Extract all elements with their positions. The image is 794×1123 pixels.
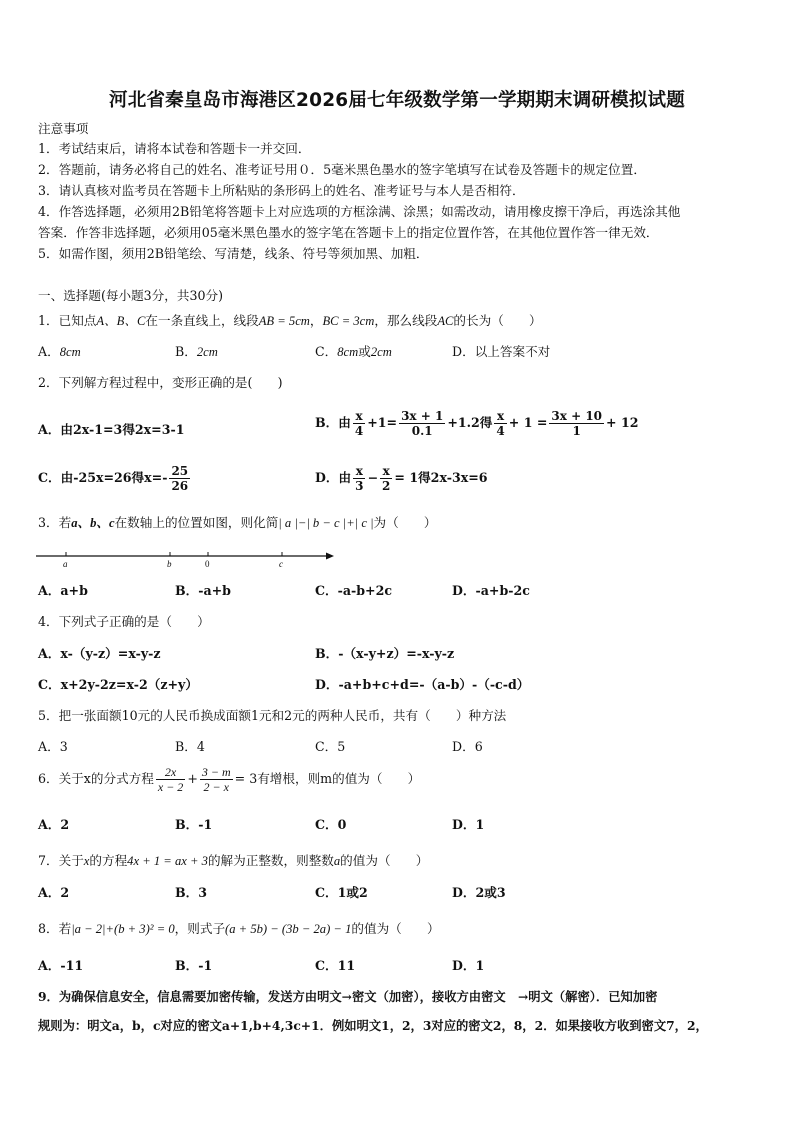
q1-prefix: 1．已知点: [38, 313, 97, 328]
question-9-line: 规则为：明文a，b，c对应的密文a+1,b+4,3c+1．例如明文1，2，3对应的密文2，8，2．如果接收方收到密文7，2，: [38, 1018, 708, 1033]
q4-option-a: A．x-（y-z）=x-y-z: [38, 646, 161, 661]
opt-text: D．由: [315, 470, 352, 485]
label-0: 0: [205, 559, 210, 569]
opt-value: 8cm: [337, 345, 359, 359]
notice-item: 1．考试结束后，请将本试卷和答题卡一并交回．: [38, 141, 311, 156]
q1-text: ，那么线段: [374, 313, 438, 328]
numerator: 3x + 1: [401, 409, 444, 423]
label-a: a: [63, 559, 68, 569]
notice-item: 5．如需作图，须用2B铅笔绘、写清楚，线条、符号等须加黑、加粗．: [38, 246, 429, 261]
q5-option-d: D．6: [452, 739, 483, 754]
q8-option-c: C．11: [315, 958, 356, 973]
q8-text: ，则式子: [174, 921, 226, 936]
q7-option-d: D．2或3: [452, 885, 506, 900]
q6-text: +: [187, 771, 198, 786]
q3-option-a: A．a+b: [38, 583, 88, 598]
opt-label: B．: [175, 344, 197, 359]
q8-text: 8．若: [38, 921, 72, 936]
q8-option-a: A．-11: [38, 958, 84, 973]
denominator: 26: [171, 479, 189, 493]
q2-option-d: [315, 464, 488, 493]
opt-text: +1=: [367, 415, 398, 430]
question-7-stem: [38, 852, 428, 870]
q1-suffix: 的长为（ ）: [453, 313, 542, 328]
opt-text: = 1得2x-3x=6: [394, 470, 488, 485]
numerator: 3 − m: [201, 765, 231, 779]
opt-text: +1.2得: [447, 415, 493, 430]
opt-text: C．由-25x=26得x=-: [38, 470, 168, 485]
q7-text: 的值为（ ）: [340, 853, 429, 868]
fraction: [399, 409, 445, 438]
q7-text: 的解为正整数，则整数: [207, 853, 334, 868]
denominator: 4: [354, 424, 364, 438]
q5-option-b: B．4: [175, 739, 205, 754]
q6-text: = 3有增根，则m的值为（ ）: [234, 771, 421, 786]
q6-text: 6．关于x的分式方程: [38, 771, 154, 786]
q4-option-d: D．-a+b+c+d=-（a-b）-（-c-d）: [315, 677, 530, 692]
opt-value: 8cm: [59, 345, 81, 359]
question-2-stem: 2．下列解方程过程中，变形正确的是( ): [38, 375, 283, 390]
q8-text: 的值为（ ）: [351, 921, 440, 936]
q1-points: A、B、C: [96, 314, 146, 328]
opt-text: + 1 =: [508, 415, 548, 430]
numerator: 25: [171, 464, 189, 478]
denominator: 0.1: [411, 424, 433, 438]
q8-option-b: B．-1: [175, 958, 213, 973]
numerator: 3x + 10: [551, 409, 603, 423]
numerator: x: [380, 464, 392, 479]
q1-text: 在一条直线上，线段: [145, 313, 259, 328]
q7-equation: 4x + 1 = ax + 3: [127, 854, 208, 868]
q1-bc: BC = 3cm: [322, 314, 375, 328]
q5-option-a: A．3: [38, 739, 68, 754]
q6-option-d: D．1: [452, 817, 485, 832]
q7-option-a: A．2: [38, 885, 70, 900]
numerator: 2x: [156, 765, 185, 780]
q1-ac: AC: [437, 314, 454, 328]
opt-label: A．: [38, 344, 60, 359]
q3-option-d: D．-a+b-2c: [452, 583, 530, 598]
q1-option-b: [175, 343, 218, 361]
fraction: [380, 464, 392, 493]
question-5-stem: 5．把一张面额10元的人民币换成面额1元和2元的两种人民币，共有（ ）种方法: [38, 708, 507, 723]
q8-option-d: D．1: [452, 958, 485, 973]
q7-option-b: B．3: [175, 885, 208, 900]
denominator: 1: [572, 424, 581, 438]
notice-item: 3．请认真核对监考员在答题卡上所粘贴的条形码上的姓名、准考证号与本人是否相符．: [38, 183, 525, 198]
opt-label: C．: [315, 344, 338, 359]
q6-option-b: B．-1: [175, 817, 213, 832]
section-heading: 一、选择题(每小题3分，共30分): [38, 288, 223, 303]
fraction: [169, 464, 190, 493]
q3-option-c: C．-a-b+2c: [315, 583, 393, 598]
denominator: 3: [355, 479, 364, 493]
denominator: 4: [496, 424, 505, 438]
notice-heading: 注意事项: [38, 121, 89, 136]
denominator: 2 − x: [203, 780, 229, 794]
question-4-stem: 4．下列式子正确的是（ ）: [38, 614, 210, 629]
q7-text: 7．关于: [38, 853, 84, 868]
arrow-icon: [326, 553, 334, 560]
q6-option-c: C．0: [315, 817, 347, 832]
page-title: 河北省秦皇岛市海港区2026届七年级数学第一学期期末调研模拟试题: [109, 90, 685, 111]
q1-option-a: [38, 343, 81, 361]
opt-or: 或: [358, 344, 371, 359]
notice-item: 2．答题前，请务必将自己的姓名、准考证号用０．5毫米黑色墨水的签字笔填写在试卷及答题卡的规定位置．: [38, 162, 646, 177]
denominator: x − 2: [157, 780, 184, 794]
q2-option-a: A．由2x-1=3得2x=3-1: [38, 422, 185, 437]
fraction: [353, 464, 365, 493]
numerator: x: [353, 409, 365, 424]
q2-option-b: [315, 409, 639, 438]
q7-var: a: [333, 854, 341, 868]
opt-value: 2cm: [196, 345, 218, 359]
q7-var: x: [83, 854, 90, 868]
q4-option-c: C．x+2y-2z=x-2（z+y）: [38, 677, 198, 692]
opt-text: B．由: [315, 415, 351, 430]
number-line: [36, 546, 336, 570]
question-1-stem: [38, 312, 542, 330]
fraction: [549, 409, 604, 438]
fraction: [200, 765, 233, 794]
q3-vars: a、b、c: [71, 516, 115, 530]
q1-ab: AB = 5cm: [258, 314, 310, 328]
q8-expr: (a + 5b) − (3b − 2a) − 1: [225, 922, 352, 936]
denominator: 2: [382, 479, 391, 493]
label-b: b: [167, 559, 172, 569]
fraction: [353, 409, 365, 438]
label-c: c: [279, 559, 283, 569]
numerator: x: [353, 464, 365, 479]
question-9-line: 9．为确保信息安全，信息需要加密传输，发送方由明文→密文（加密），接收方由密文 →明文（解密）．已知加密: [38, 989, 658, 1004]
q7-option-c: C．1或2: [315, 885, 368, 900]
fraction: [494, 409, 506, 438]
q7-text: 的方程: [89, 853, 128, 868]
q3-expr: | a |−| b − c |+| c |: [278, 516, 374, 530]
question-6-stem: [38, 765, 420, 794]
q8-condition: |a − 2|+(b + 3)² = 0: [71, 922, 175, 936]
question-3-stem: [38, 514, 437, 532]
opt-value: 2cm: [370, 345, 392, 359]
q3-text: 为（ ）: [373, 515, 437, 530]
q4-option-b: B．-（x-y+z）=-x-y-z: [315, 646, 455, 661]
q1-option-c: [315, 343, 392, 361]
q3-text: 3．若: [38, 515, 72, 530]
q1-option-d: D．以上答案不对: [452, 344, 551, 359]
q2-option-c: [38, 464, 192, 493]
opt-text: −: [367, 470, 379, 485]
q6-option-a: A．2: [38, 817, 70, 832]
q5-option-c: C．5: [315, 739, 346, 754]
notice-item: 4．作答选择题，必须用2B铅笔将答题卡上对应选项的方框涂满、涂黑；如需改动，请用橡皮擦干净后，再选涂其他: [38, 204, 681, 219]
numerator: x: [494, 409, 506, 424]
q3-text: 在数轴上的位置如图，则化简: [114, 515, 279, 530]
q3-option-b: B．-a+b: [175, 583, 231, 598]
opt-text: + 12: [606, 415, 639, 430]
question-8-stem: [38, 920, 440, 938]
q1-sep: ，: [309, 313, 323, 328]
fraction: [156, 765, 185, 794]
notice-item: 答案．作答非选择题，必须用05毫米黑色墨水的签字笔在答题卡上的指定位置作答，在其他位置作答一律无效．: [38, 225, 659, 240]
